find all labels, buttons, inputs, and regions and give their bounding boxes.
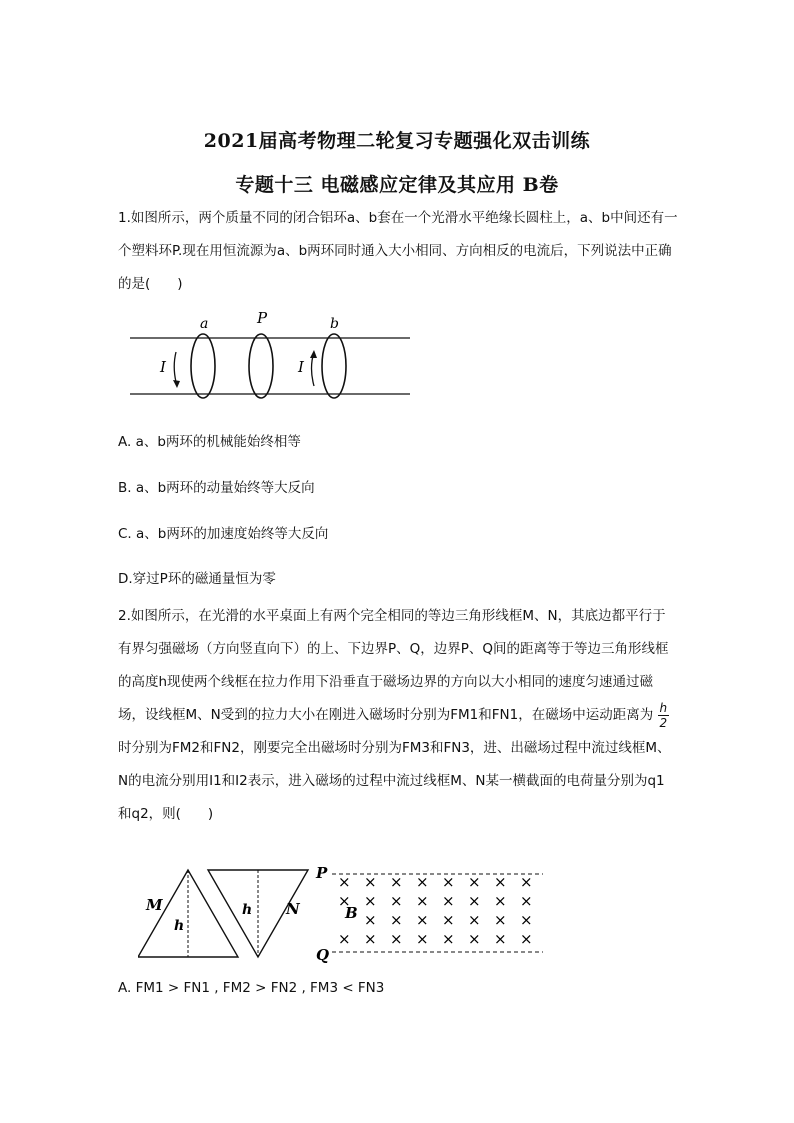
question-2-stem [118, 600, 678, 831]
question-1-figure [128, 308, 412, 404]
field-cross-mark: × [442, 911, 455, 929]
label-current-right: I [298, 358, 304, 376]
q2-stem-part2: 时分别为FM2和FN2，刚要完全出磁场时分别为FM3和FN3，进、出磁场过程中流过线框M、N的电流分别用I1和I2表示，进入磁场的过程中流过线框M、N某一横截面的电荷量分别为q1和q2，则( ) [118, 740, 671, 822]
field-cross-mark: × [520, 873, 533, 891]
field-cross-mark: × [390, 892, 403, 910]
field-cross-mark: × [390, 930, 403, 948]
question-2-figure [138, 862, 548, 967]
arrow-head-up [310, 350, 317, 358]
field-cross-mark: × [520, 930, 533, 948]
question-1-stem: 1.如图所示，两个质量不同的闭合铝环a、b套在一个光滑水平绝缘长圆柱上，a、b中间还有一个塑料环P.现在用恒流源为a、b两环同时通入大小相同、方向相反的电流后，下列说法中正确的是( ) [118, 210, 678, 292]
q1-option-d: D.穿过P环的磁通量恒为零 [118, 571, 276, 587]
label-ring-b: b [330, 316, 339, 332]
q1-option-c: C. a、b两环的加速度始终等大反向 [118, 526, 329, 542]
document-title: 2021届高考物理二轮复习专题强化双击训练 [203, 130, 591, 152]
label-boundary-q: Q [316, 946, 330, 964]
ring-p [249, 334, 273, 398]
field-cross-mark: × [364, 873, 377, 891]
field-cross-mark: × [364, 911, 377, 929]
field-cross-mark: × [494, 930, 507, 948]
field-cross-mark: × [416, 892, 429, 910]
q1-option-b: B. a、b两环的动量始终等大反向 [118, 480, 315, 496]
field-cross-mark: × [416, 930, 429, 948]
q2-stem-part1: 2.如图所示，在光滑的水平桌面上有两个完全相同的等边三角形线框M、N，其底边都平行于有界匀强磁场（方向竖直向下）的上、下边界P、Q，边界P、Q间的距离等于等边三角形线框的高度h现使两个线框在拉力作用下沿垂直于磁场边界的方向以大小相同的速度匀速通过磁场，设线框M、N受到的拉力大小在刚进入磁场时分别为FM1和FN1，在磁场中运动距离为 [118, 608, 669, 723]
label-height-m: h [174, 918, 185, 934]
field-cross-mark: × [494, 873, 507, 891]
field-cross-mark: × [364, 930, 377, 948]
label-frame-m: M [146, 896, 163, 914]
field-cross-mark: × [442, 892, 455, 910]
field-cross-mark: × [468, 892, 481, 910]
field-cross-mark: × [338, 930, 351, 948]
label-frame-n: N [286, 900, 300, 918]
label-field-b: B [345, 904, 358, 922]
label-height-n: h [242, 902, 253, 918]
fraction-numerator: h [658, 701, 670, 716]
field-cross-mark: × [390, 911, 403, 929]
ring-a [191, 334, 215, 398]
arrow-head-down [173, 380, 180, 388]
label-boundary-p: P [316, 864, 328, 882]
document-subtitle: 专题十三 电磁感应定律及其应用 B卷 [235, 174, 559, 196]
field-cross-mark: × [338, 892, 351, 910]
field-cross-mark: × [338, 873, 351, 891]
field-cross-mark: × [520, 892, 533, 910]
field-cross-mark: × [442, 930, 455, 948]
fraction-h-over-2 [658, 701, 670, 730]
field-cross-mark: × [494, 892, 507, 910]
ring-b [322, 334, 346, 398]
fraction-denominator: 2 [659, 715, 668, 730]
field-cross-mark: × [468, 911, 481, 929]
field-cross-mark: × [416, 873, 429, 891]
magnetic-field-crosses [338, 873, 533, 948]
field-cross-mark: × [520, 911, 533, 929]
label-current-left: I [160, 358, 166, 376]
q1-option-a: A. a、b两环的机械能始终相等 [118, 434, 301, 450]
label-ring-a: a [200, 316, 209, 332]
q2-option-a: A. FM1 > FN1 , FM2 > FN2 , FM3 < FN3 [118, 980, 385, 996]
field-cross-mark: × [494, 911, 507, 929]
field-cross-mark: × [364, 892, 377, 910]
field-cross-mark: × [442, 873, 455, 891]
field-cross-mark: × [416, 911, 429, 929]
field-cross-mark: × [468, 873, 481, 891]
field-cross-mark: × [468, 930, 481, 948]
label-ring-p: P [257, 309, 268, 327]
field-cross-mark: × [390, 873, 403, 891]
